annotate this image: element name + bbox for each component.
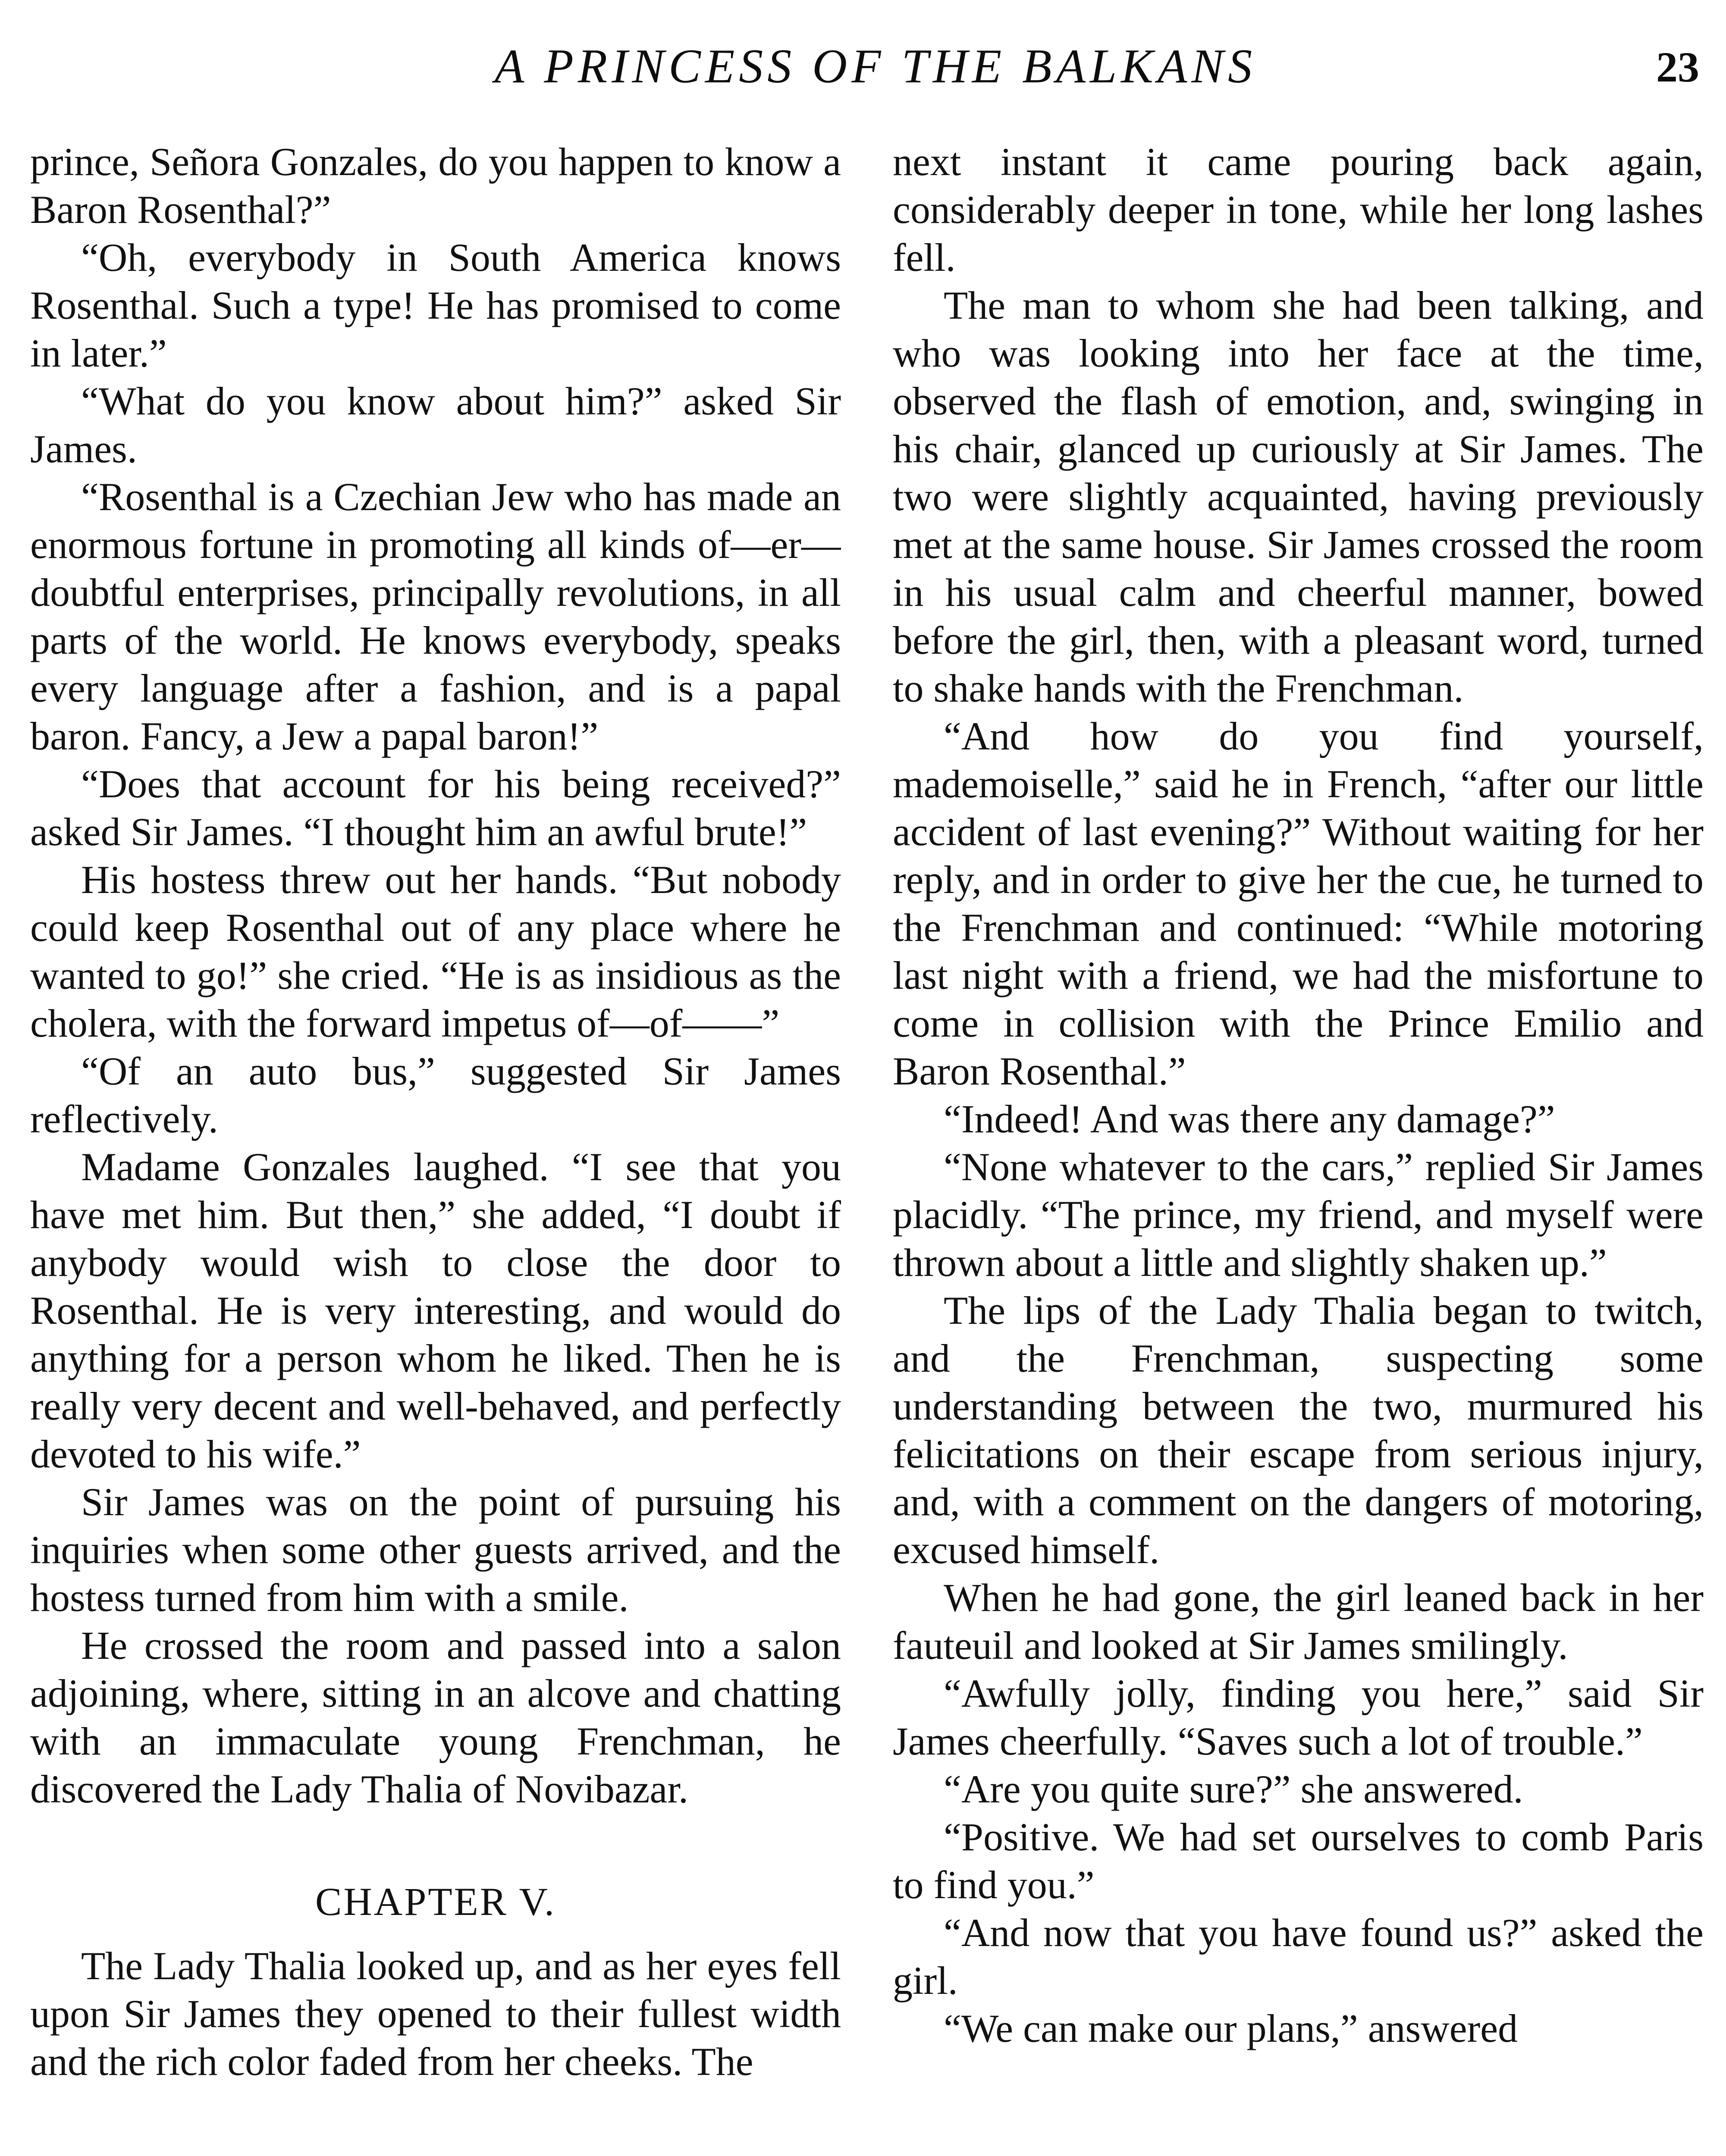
paragraph: “Are you quite sure?” she answered.: [944, 1767, 1523, 1811]
paragraph: When he had gone, the girl leaned back in her fauteuil and looked at Sir James smilingly.: [893, 1576, 1704, 1667]
paragraph: “Positive. We had set ourselves to comb Paris to find you.”: [893, 1815, 1704, 1907]
paragraph: prince, Señora Gonzales, do you happen to know a Baron Rosenthal?”: [30, 140, 841, 232]
paragraph: “We can make our plans,” answered: [944, 2006, 1518, 2050]
left-column: [30, 138, 841, 2156]
paragraph: “And now that you have found us?” asked the girl.: [893, 1911, 1704, 2002]
right-column: [893, 138, 1704, 2156]
paragraph: The lips of the Lady Thalia began to twitch, and the Frenchman, suspecting some understanding between the two, murmured his felicitations on their escape from serious injury, and, with a comment on the dangers of motoring, excused himself.: [893, 1288, 1704, 1572]
running-title: A PRINCESS OF THE BALKANS: [494, 40, 1257, 93]
paragraph: “Indeed! And was there any damage?”: [944, 1097, 1555, 1141]
paragraph: “Rosenthal is a Czechian Jew who has made an enormous fortune in promoting all kinds of—er—doubtful enterprises, principally revolutions, in all parts of the world. He knows everybody, speaks every language after a fashion, and is a papal baron. Fancy, a Jew a papal baron!”: [30, 475, 841, 758]
page-header: [0, 39, 1726, 103]
paragraph: “Of an auto bus,” suggested Sir James reflectively.: [30, 1049, 841, 1141]
paragraph: next instant it came pouring back again, considerably deeper in tone, while her long lashes fell.: [893, 140, 1704, 279]
paragraph: “And how do you find yourself, mademoiselle,” said he in French, “after our little accident of last evening?” Without waiting for her reply, and in order to give her the cue, he turned to the Frenchman and continued: “While motoring last night with a friend, we had the misfortune to come in collision with the Prince Emilio and Baron Rosenthal.”: [893, 714, 1704, 1093]
paragraph: His hostess threw out her hands. “But nobody could keep Rosenthal out of any place where he wanted to go!” she cried. “He is as insidious as the cholera, with the forward impetus of—of——”: [30, 858, 841, 1045]
paragraph: Madame Gonzales laughed. “I see that you have met him. But then,” she added, “I doubt if anybody would wish to close the door to Rosenthal. He is very interesting, and would do anything for a person whom he liked. Then he is really very decent and well-behaved, and perfectly devoted to his wife.”: [30, 1145, 841, 1476]
paragraph: “Awfully jolly, finding you here,” said Sir James cheerfully. “Saves such a lot of trouble.”: [893, 1671, 1704, 1763]
paragraph: “None whatever to the cars,” replied Sir James placidly. “The prince, my friend, and myself were thrown about a little and slightly shaken up.”: [893, 1145, 1704, 1285]
chapter-heading: CHAPTER V.: [315, 1880, 556, 1924]
paragraph: “What do you know about him?” asked Sir James.: [30, 379, 841, 471]
page-number: 23: [1656, 43, 1699, 91]
paragraph: He crossed the room and passed into a salon adjoining, where, sitting in an alcove and chatting with an immaculate young Frenchman, he discovered the Lady Thalia of Novibazar.: [30, 1623, 841, 1811]
chapter-opening-paragraph: The Lady Thalia looked up, and as her eyes fell upon Sir James they opened to their fullest width and the rich color faded from her cheeks. The: [30, 1944, 841, 2084]
paragraph: “Does that account for his being received?” asked Sir James. “I thought him an awful brute!”: [30, 762, 841, 854]
paragraph: The man to whom she had been talking, and who was looking into her face at the time, observed the flash of emotion, and, swinging in his chair, glanced up curiously at Sir James. The two were slightly acquainted, having previously met at the same house. Sir James crossed the room in his usual calm and cheerful manner, bowed before the girl, then, with a pleasant word, turned to shake hands with the Frenchman.: [893, 283, 1704, 710]
paragraph: “Oh, everybody in South America knows Rosenthal. Such a type! He has promised to come in later.”: [30, 235, 841, 375]
paragraph: Sir James was on the point of pursuing his inquiries when some other guests arrived, and the hostess turned from him with a smile.: [30, 1480, 841, 1620]
